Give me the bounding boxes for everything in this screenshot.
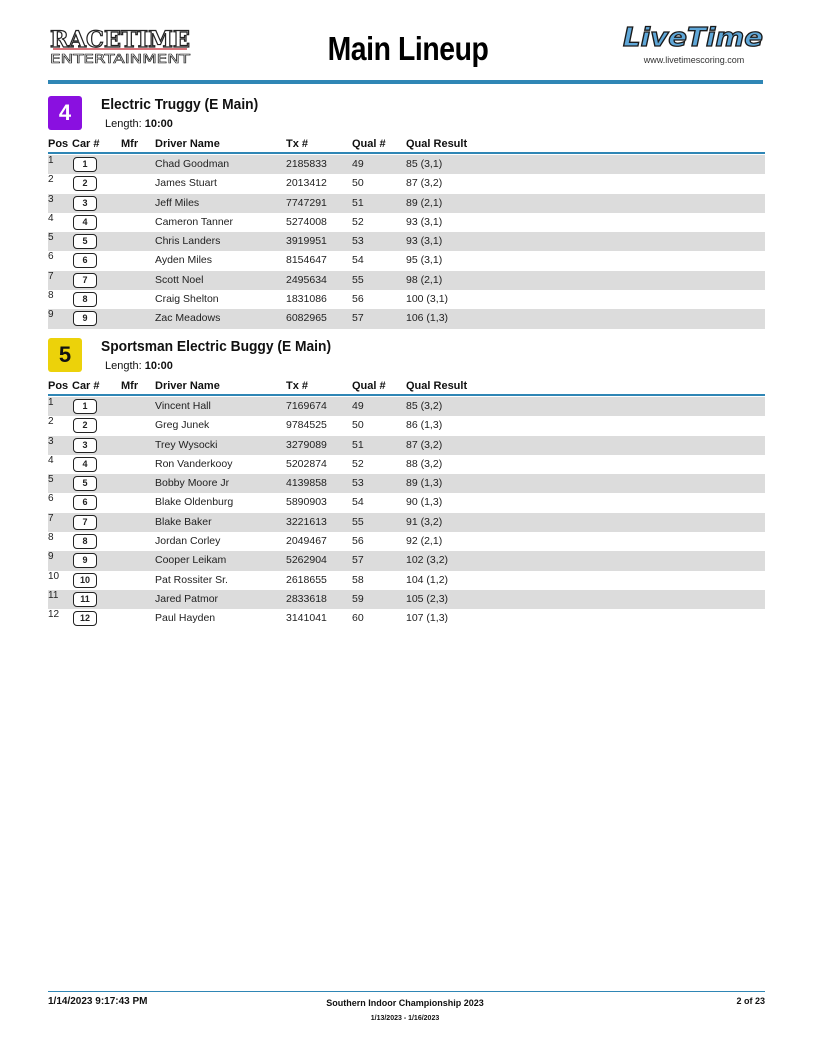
column-header-car: Car #	[72, 380, 100, 392]
car-number-box: 2	[73, 418, 97, 433]
page-title: Main Lineup	[327, 30, 489, 67]
transponder-cell: 3221613	[286, 515, 327, 528]
race-length-label: Length:	[105, 118, 142, 130]
driver-name-cell: Greg Junek	[155, 419, 210, 432]
driver-name-cell: Jeff Miles	[155, 196, 200, 209]
qual-result-cell: 95 (3,1)	[406, 254, 443, 267]
qual-position-cell: 52	[352, 215, 364, 228]
table-row	[48, 194, 765, 213]
qual-result-cell: 89 (1,3)	[406, 477, 443, 490]
qual-position-cell: 51	[352, 196, 364, 209]
position-cell: 5	[48, 474, 54, 486]
position-cell: 4	[48, 212, 54, 224]
position-cell: 7	[48, 270, 54, 282]
racetime-entertainment-logo	[47, 27, 193, 67]
table-row	[48, 290, 765, 309]
driver-name-cell: Zac Meadows	[155, 312, 221, 325]
qual-position-cell: 56	[352, 535, 364, 548]
transponder-cell: 5262904	[286, 554, 327, 567]
transponder-cell: 2013412	[286, 177, 327, 190]
car-number-box: 4	[73, 215, 97, 230]
qual-position-cell: 58	[352, 573, 364, 586]
qual-position-cell: 50	[352, 419, 364, 432]
qual-position-cell: 59	[352, 592, 364, 605]
position-cell: 9	[48, 309, 54, 321]
position-cell: 1	[48, 155, 54, 166]
car-number-box: 6	[73, 253, 97, 268]
qual-position-cell: 52	[352, 457, 364, 470]
qual-position-cell: 57	[352, 312, 364, 325]
race-number-badge: 4	[48, 96, 82, 130]
car-number-box: 8	[73, 292, 97, 307]
lineup-table	[48, 397, 765, 629]
print-timestamp: 1/14/2023 9:17:43 PM	[48, 996, 148, 1007]
qual-position-cell: 53	[352, 235, 364, 248]
driver-name-cell: Cooper Leikam	[155, 554, 227, 567]
qual-result-cell: 102 (3,2)	[406, 554, 449, 567]
position-cell: 2	[48, 416, 54, 428]
car-number-box: 9	[73, 553, 97, 568]
qual-position-cell: 49	[352, 158, 364, 170]
table-row	[48, 436, 765, 455]
transponder-cell: 8154647	[286, 254, 327, 267]
qual-result-cell: 88 (3,2)	[406, 457, 443, 470]
race-length-value: 10:00	[144, 360, 173, 372]
table-row	[48, 213, 765, 232]
driver-name-cell: Paul Hayden	[155, 612, 216, 625]
qual-position-cell: 55	[352, 515, 364, 528]
qual-position-cell: 49	[352, 400, 364, 412]
qual-result-cell: 90 (1,3)	[406, 496, 443, 509]
position-cell: 10	[48, 570, 60, 582]
table-row	[48, 455, 765, 474]
position-cell: 8	[48, 290, 54, 302]
car-number-box: 1	[73, 157, 97, 172]
qual-position-cell: 53	[352, 477, 364, 490]
table-row	[48, 609, 765, 628]
car-number-box: 5	[73, 234, 97, 249]
car-number-box: 6	[73, 495, 97, 510]
transponder-cell: 6082965	[286, 312, 327, 325]
driver-name-cell: Cameron Tanner	[155, 215, 234, 228]
race-number-badge: 5	[48, 338, 82, 372]
race-length-value: 10:00	[144, 118, 173, 130]
qual-result-cell: 87 (3,2)	[406, 177, 443, 190]
table-row	[48, 474, 765, 493]
column-header-driver: Driver Name	[155, 380, 220, 392]
qual-result-cell: 92 (2,1)	[406, 535, 443, 548]
transponder-cell: 2185833	[286, 158, 327, 170]
qual-result-cell: 106 (1,3)	[406, 312, 449, 325]
page-header	[0, 0, 816, 86]
driver-name-cell: Ron Vanderkooy	[155, 457, 233, 470]
header-divider	[48, 80, 763, 84]
column-header-qual-result: Qual Result	[406, 138, 468, 150]
driver-name-cell: Scott Noel	[155, 273, 204, 286]
transponder-cell: 3919951	[286, 235, 327, 248]
transponder-cell: 2049467	[286, 535, 327, 548]
event-dates: 1/13/2023 - 1/16/2023	[370, 1015, 440, 1022]
transponder-cell: 2618655	[286, 573, 327, 586]
transponder-cell: 5890903	[286, 496, 327, 509]
qual-position-cell: 50	[352, 177, 364, 190]
column-header-mfr: Mfr	[121, 380, 139, 392]
transponder-cell: 7747291	[286, 196, 327, 209]
car-number-box: 3	[73, 438, 97, 453]
column-header-pos: Pos	[48, 138, 69, 150]
table-row	[48, 271, 765, 290]
position-cell: 8	[48, 532, 54, 544]
qual-result-cell: 89 (2,1)	[406, 196, 443, 209]
footer-divider	[48, 991, 765, 992]
column-headers	[48, 136, 765, 152]
race-length	[105, 360, 173, 372]
qual-position-cell: 60	[352, 612, 364, 625]
qual-result-cell: 85 (3,2)	[406, 400, 443, 412]
qual-result-cell: 93 (3,1)	[406, 215, 443, 228]
table-row	[48, 493, 765, 512]
car-number-box: 8	[73, 534, 97, 549]
driver-name-cell: Blake Oldenburg	[155, 496, 234, 509]
position-cell: 5	[48, 232, 54, 244]
position-cell: 3	[48, 435, 54, 447]
car-number-box: 3	[73, 196, 97, 211]
column-header-qual: Qual #	[352, 138, 386, 150]
car-number-box: 9	[73, 311, 97, 326]
table-row	[48, 174, 765, 193]
position-cell: 3	[48, 193, 54, 205]
event-name: Southern Indoor Championship 2023	[326, 998, 484, 1008]
race-length-label: Length:	[105, 360, 142, 372]
table-row	[48, 251, 765, 270]
qual-result-cell: 86 (1,3)	[406, 419, 443, 432]
table-row	[48, 232, 765, 251]
position-cell: 6	[48, 493, 54, 505]
transponder-cell: 2833618	[286, 592, 327, 605]
car-number-box: 10	[73, 573, 97, 588]
svg-text:ENTERTAINMENT: ENTERTAINMENT	[50, 52, 191, 66]
position-cell: 9	[48, 551, 54, 563]
table-row	[48, 513, 765, 532]
car-number-box: 1	[73, 399, 97, 414]
race-title: Sportsman Electric Buggy (E Main)	[101, 338, 332, 355]
car-number-box: 11	[73, 592, 97, 607]
transponder-cell: 9784525	[286, 419, 327, 432]
car-number-box: 12	[73, 611, 97, 626]
transponder-cell: 3141041	[286, 612, 327, 625]
driver-name-cell: James Stuart	[155, 177, 217, 190]
transponder-cell: 7169674	[286, 400, 327, 412]
qual-result-cell: 91 (3,2)	[406, 515, 443, 528]
qual-position-cell: 54	[352, 496, 364, 509]
car-number-box: 7	[73, 273, 97, 288]
qual-result-cell: 107 (1,3)	[406, 612, 449, 625]
driver-name-cell: Chad Goodman	[155, 158, 230, 170]
transponder-cell: 3279089	[286, 438, 327, 451]
position-cell: 7	[48, 512, 54, 524]
transponder-cell: 5274008	[286, 215, 327, 228]
column-header-divider	[48, 152, 765, 154]
qual-result-cell: 85 (3,1)	[406, 158, 443, 170]
column-headers	[48, 378, 765, 394]
table-row	[48, 571, 765, 590]
transponder-cell: 1831086	[286, 293, 327, 306]
driver-name-cell: Jordan Corley	[155, 535, 221, 548]
position-cell: 11	[48, 589, 59, 601]
driver-name-cell: Craig Shelton	[155, 293, 219, 306]
table-row	[48, 551, 765, 570]
qual-result-cell: 98 (2,1)	[406, 273, 443, 286]
driver-name-cell: Vincent Hall	[155, 400, 211, 412]
qual-result-cell: 87 (3,2)	[406, 438, 443, 451]
position-cell: 1	[48, 397, 54, 408]
driver-name-cell: Bobby Moore Jr	[155, 477, 230, 490]
qual-position-cell: 54	[352, 254, 364, 267]
car-number-box: 2	[73, 176, 97, 191]
driver-name-cell: Pat Rossiter Sr.	[155, 573, 228, 586]
qual-position-cell: 57	[352, 554, 364, 567]
column-header-divider	[48, 394, 765, 396]
column-header-tx: Tx #	[286, 138, 309, 150]
position-cell: 4	[48, 454, 54, 466]
table-row	[48, 416, 765, 435]
column-header-tx: Tx #	[286, 380, 309, 392]
table-row	[48, 590, 765, 609]
livetime-url: www.livetimescoring.com	[643, 55, 745, 65]
page-number: 2 of 23	[736, 996, 765, 1006]
driver-name-cell: Chris Landers	[155, 235, 221, 248]
livetime-wordmark	[620, 22, 766, 54]
car-number-box: 4	[73, 457, 97, 472]
table-row	[48, 155, 765, 174]
table-row	[48, 532, 765, 551]
svg-text:RACETIME: RACETIME	[50, 27, 190, 53]
table-row	[48, 309, 765, 328]
transponder-cell: 4139858	[286, 477, 327, 490]
lineup-table	[48, 155, 765, 329]
column-header-qual-result: Qual Result	[406, 380, 468, 392]
position-cell: 6	[48, 251, 54, 263]
qual-result-cell: 104 (1,2)	[406, 573, 449, 586]
driver-name-cell: Trey Wysocki	[155, 438, 218, 451]
qual-result-cell: 93 (3,1)	[406, 235, 443, 248]
car-number-box: 7	[73, 515, 97, 530]
qual-position-cell: 51	[352, 438, 364, 451]
column-header-pos: Pos	[48, 380, 69, 392]
transponder-cell: 2495634	[286, 273, 327, 286]
race-length	[105, 118, 173, 130]
column-header-qual: Qual #	[352, 380, 386, 392]
qual-position-cell: 55	[352, 273, 364, 286]
race-title: Electric Truggy (E Main)	[101, 96, 259, 113]
driver-name-cell: Jared Patmor	[155, 592, 219, 605]
column-header-car: Car #	[72, 138, 100, 150]
position-cell: 2	[48, 174, 54, 186]
qual-result-cell: 100 (3,1)	[406, 293, 449, 306]
qual-result-cell: 105 (2,3)	[406, 592, 449, 605]
car-number-box: 5	[73, 476, 97, 491]
driver-name-cell: Blake Baker	[155, 515, 212, 528]
column-header-driver: Driver Name	[155, 138, 220, 150]
transponder-cell: 5202874	[286, 457, 327, 470]
svg-text:LiveTime: LiveTime	[623, 23, 763, 53]
qual-position-cell: 56	[352, 293, 364, 306]
position-cell: 12	[48, 609, 60, 621]
column-header-mfr: Mfr	[121, 138, 139, 150]
table-row	[48, 397, 765, 416]
driver-name-cell: Ayden Miles	[155, 254, 213, 267]
